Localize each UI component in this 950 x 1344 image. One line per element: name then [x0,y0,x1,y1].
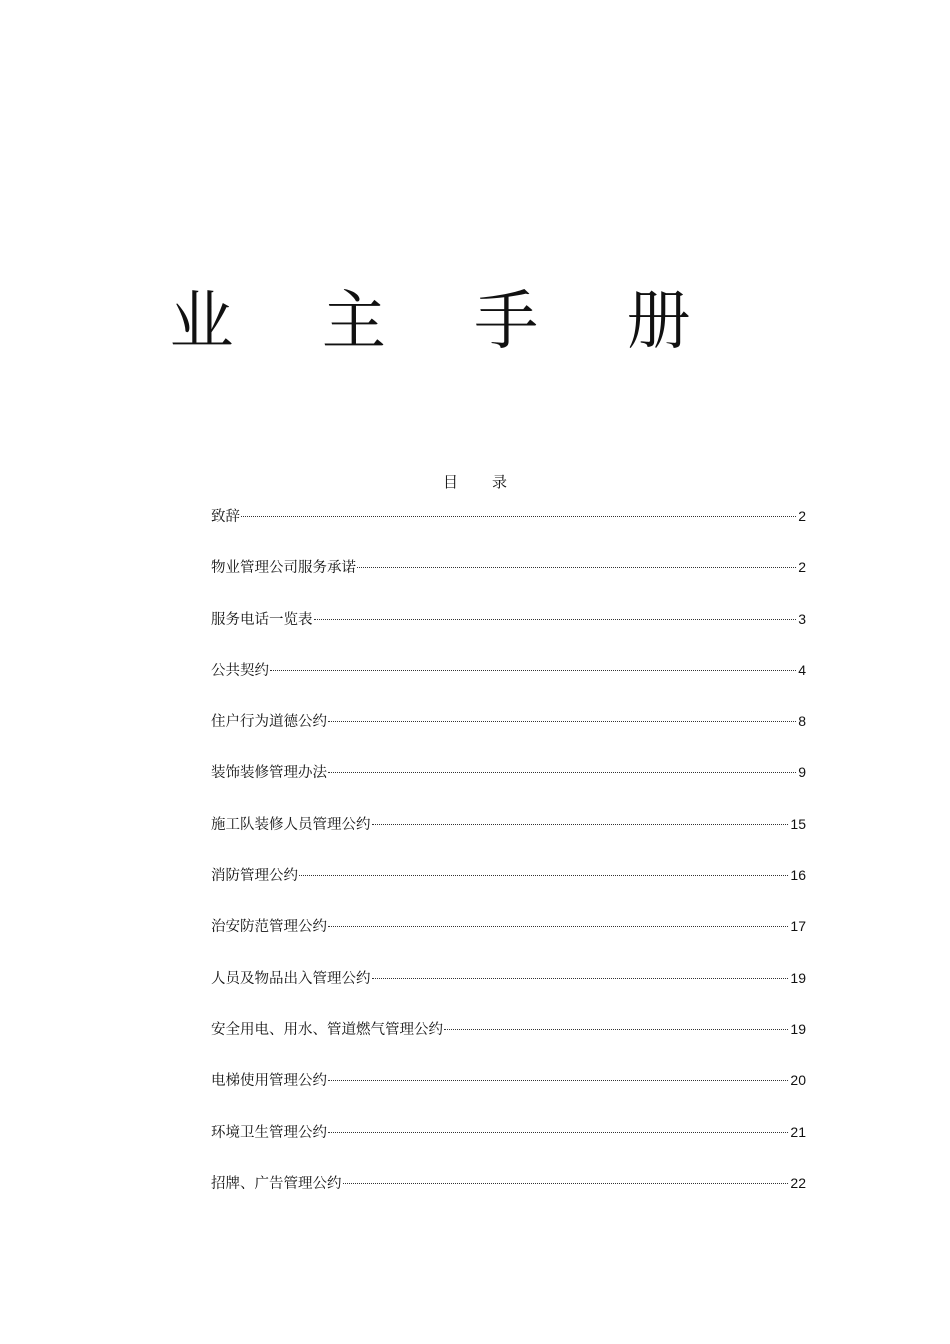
toc-entry[interactable] [211,812,806,863]
toc-entry[interactable] [211,555,806,606]
toc-dot-leader [299,875,788,876]
toc-entry-page: 15 [790,815,806,832]
toc-heading-left: 目 [442,473,458,491]
toc-entry-label: 治安防范管理公约 [211,919,327,936]
toc-entry[interactable] [211,1017,806,1068]
toc-entry[interactable] [211,658,806,709]
toc-entry[interactable] [211,1068,806,1119]
toc-entry-label: 装饰装修管理办法 [211,765,327,782]
toc-entry[interactable] [211,760,806,811]
toc-entry-label: 公共契约 [211,662,269,679]
toc-entry-page: 9 [798,764,806,781]
toc-entry-label: 致辞 [211,509,240,525]
toc-dot-leader [241,516,796,517]
toc-entry-label: 安全用电、用水、管道燃气管理公约 [211,1021,443,1038]
toc-dot-leader [328,721,796,722]
toc-entry-page: 19 [790,1020,806,1037]
toc-entry[interactable] [211,607,806,658]
toc-dot-leader [314,619,797,620]
toc-entry-page: 8 [798,713,806,730]
table-of-contents [211,504,806,1222]
toc-dot-leader [328,772,796,773]
toc-entry[interactable] [211,709,806,760]
toc-dot-leader [270,670,796,671]
toc-dot-leader [328,1132,788,1133]
toc-entry-label: 消防管理公约 [211,868,298,885]
toc-entry-page: 22 [790,1174,806,1191]
toc-entry[interactable] [211,1171,806,1222]
toc-heading [0,470,950,494]
toc-dot-leader [328,1080,788,1081]
toc-dot-leader [372,824,789,825]
toc-entry-label: 施工队装修人员管理公约 [211,816,371,833]
toc-entry-label: 物业管理公司服务承诺 [211,560,356,577]
toc-entry-label: 电梯使用管理公约 [211,1073,327,1090]
toc-dot-leader [444,1029,788,1030]
toc-dot-leader [328,926,788,927]
toc-entry[interactable] [211,966,806,1017]
toc-entry-page: 19 [790,969,806,986]
document-title: 业 主 手 册 [169,285,725,359]
toc-entry-page: 17 [790,918,806,935]
toc-entry[interactable] [211,914,806,965]
toc-entry-label: 住户行为道德公约 [211,714,327,731]
toc-entry-page: 20 [790,1072,806,1089]
toc-dot-leader [343,1183,789,1184]
toc-entry-page: 2 [798,559,806,576]
toc-entry-page: 16 [790,867,806,884]
toc-entry-page: 2 [798,508,806,524]
toc-entry-label: 服务电话一览表 [211,611,313,628]
toc-entry-label: 招牌、广告管理公约 [211,1175,342,1192]
toc-entry-page: 4 [798,661,806,678]
toc-dot-leader [372,978,789,979]
toc-entry[interactable] [211,1120,806,1171]
toc-entry-page: 3 [798,610,806,627]
toc-entry-label: 环境卫生管理公约 [211,1124,327,1141]
toc-entry-label: 人员及物品出入管理公约 [211,970,371,987]
toc-entry[interactable] [211,504,806,555]
toc-entry[interactable] [211,863,806,914]
toc-entry-page: 21 [790,1123,806,1140]
toc-heading-right: 录 [492,473,508,491]
toc-dot-leader [357,567,796,568]
